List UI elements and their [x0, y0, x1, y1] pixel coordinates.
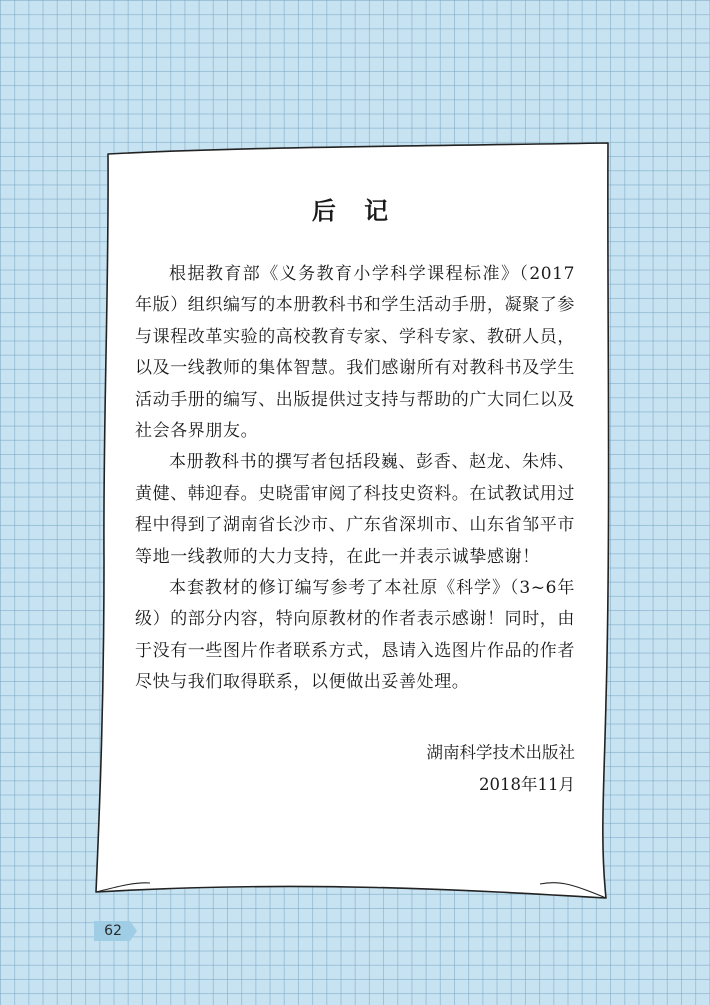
publish-date: 2018年11月	[479, 774, 575, 794]
paragraph-3: 本套教材的修订编写参考了本社原《科学》（3~6年级）的部分内容，特向原教材的作者表示感谢！同时，由于没有一些图片作者联系方式，恳请入选图片作品的作者尽快与我们取得联系，以便做出妥善处理。	[135, 578, 575, 693]
paragraph-1: 根据教育部《义务教育小学科学课程标准》（2017年版）组织编写的本册教科书和学生活动手册，凝聚了参与课程改革实验的高校教育专家、学科专家、教研人员，以及一线教师的集体智慧。我们感谢所有对教科书及学生活动手册的编写、出版提供过支持与帮助的广大同仁以及社会各界朋友。	[135, 264, 575, 442]
signature-block	[135, 737, 575, 801]
paragraph-2: 本册教科书的撰写者包括段巍、彭香、赵龙、朱炜、黄健、韩迎春。史晓雷审阅了科技史资料。在试教试用过程中得到了湖南省长沙市、广东省深圳市、山东省邹平市等地一线教师的大力支持，在此一并表示诚挚感谢！	[135, 452, 575, 567]
page-number: 62	[104, 923, 122, 939]
afterword-content	[135, 196, 575, 801]
publisher-name: 湖南科学技术出版社	[426, 742, 575, 762]
page-title: 后 记	[311, 197, 399, 225]
